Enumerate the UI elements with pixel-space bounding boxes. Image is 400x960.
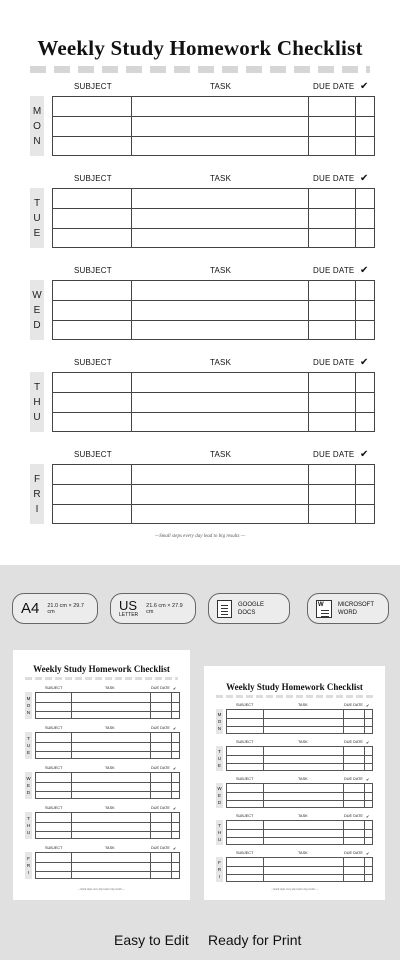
column-header-subject: SUBJECT (74, 82, 112, 91)
word-document-icon: W (316, 600, 332, 618)
format-badge-microsoft-word: W MICROSOFT WORD (307, 593, 389, 624)
preview-us-letter: Weekly Study Homework Checklist SUBJECT TASK DUE DATE ✔ M O N SUBJECT TASK DUE DATE ✔ T U E SUBJECT TASK DUE DATE ✔ W E D SUBJECT TASK DUE DATE ✔ T H U SUBJECT TASK DUE DATE ✔ F R I —Small steps every day lead to big results — (204, 666, 385, 900)
homework-table[interactable] (52, 96, 375, 156)
column-header-due-date: DUE DATE (313, 266, 355, 275)
checkmark-icon: ✔ (360, 173, 369, 184)
document-icon (217, 600, 232, 618)
page-title: Weekly Study Homework Checklist (37, 36, 363, 60)
format-badge-google-docs: GOOGLE DOCS (208, 593, 290, 624)
day-block-thu (30, 358, 375, 444)
day-label-fri: F R I (30, 464, 44, 524)
preview-a4: Weekly Study Homework Checklist SUBJECT TASK DUE DATE ✔ M O N SUBJECT TASK DUE DATE ✔ T U E SUBJECT TASK DUE DATE ✔ W E D SUBJECT TASK DUE DATE ✔ T H U SUBJECT TASK DUE DATE ✔ F R I —Small steps every day lead to big results — (13, 650, 190, 900)
column-header-subject: SUBJECT (74, 174, 112, 183)
caption-ready-for-print: Ready for Print (208, 932, 302, 948)
column-header-subject: SUBJECT (74, 266, 112, 275)
homework-table[interactable] (52, 372, 375, 432)
column-header-due-date: DUE DATE (313, 174, 355, 183)
column-header-task: TASK (210, 450, 232, 459)
column-header-due-date: DUE DATE (313, 450, 355, 459)
day-label-mon: M O N (30, 96, 44, 156)
promo-panel (0, 565, 400, 960)
column-header-due-date: DUE DATE (313, 358, 355, 367)
day-block-wed (30, 266, 375, 352)
format-badge-a4: A4 21.0 cm × 29.7 cm (12, 593, 98, 624)
column-header-subject: SUBJECT (74, 450, 112, 459)
homework-table[interactable] (52, 280, 375, 340)
day-block-mon (30, 82, 375, 168)
checkmark-icon: ✔ (360, 449, 369, 460)
column-header-task: TASK (210, 174, 232, 183)
column-header-subject: SUBJECT (74, 358, 112, 367)
day-label-tue: T U E (30, 188, 44, 248)
homework-table[interactable] (52, 188, 375, 248)
checkmark-icon: ✔ (360, 81, 369, 92)
caption-easy-to-edit: Easy to Edit (114, 932, 189, 948)
day-block-fri (30, 450, 375, 536)
column-header-task: TASK (210, 266, 232, 275)
day-block-tue (30, 174, 375, 260)
column-header-due-date: DUE DATE (313, 82, 355, 91)
column-header-task: TASK (210, 358, 232, 367)
format-badge-us-letter: US LETTER 21.6 cm × 27.9 cm (110, 593, 196, 624)
day-label-thu: T H U (30, 372, 44, 432)
checkmark-icon: ✔ (360, 265, 369, 276)
checkmark-icon: ✔ (360, 357, 369, 368)
day-label-wed: W E D (30, 280, 44, 340)
motivational-footer: —Small steps every day lead to big results — (154, 534, 246, 539)
title-divider (30, 66, 370, 73)
column-header-task: TASK (210, 82, 232, 91)
homework-table[interactable] (52, 464, 375, 524)
